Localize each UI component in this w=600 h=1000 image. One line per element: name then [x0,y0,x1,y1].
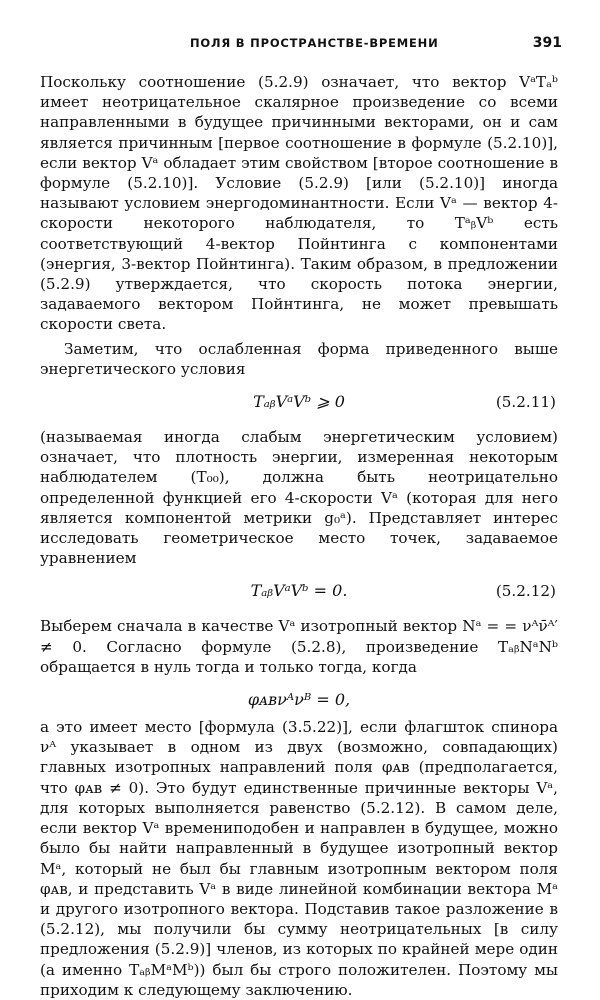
equation-5-2-11 [40,379,558,427]
running-title: ПОЛЯ В ПРОСТРАНСТВЕ-ВРЕМЕНИ [190,36,439,50]
page-body [40,72,558,1000]
equation-5-2-12 [40,568,558,616]
paragraph-2: Заметим, что ослабленная форма приведенного выше энергетического условия [40,339,558,378]
equation-spinor [40,677,558,717]
equation-formula: φᴀʙνᴬνᴮ = 0, [247,690,351,710]
page-number: 391 [532,35,562,51]
paragraph-5: а это имеет место [формула (3.5.22)], если флагшток спинора νᴬ указывает в одном из двух (возможно, совпадающих) главных изотропных направлений поля φᴀʙ (предполагается, что φᴀʙ ≠ 0). Это будут единственные причинные векторы Vᵃ, для которых выполняется равенство (5.2.12). В самом деле, если вектор Vᵃ времениподобен и направлен в будущее, можно было бы найти направленный в будущее изотропный вектор Mᵃ, который не был бы главным изотропным вектором поля φᴀʙ, и представить Vᵃ в виде линейной комбинации вектора Mᵃ и другого изотропного вектора. Подставив такое разложение в (5.2.12), мы получили бы сумму неотрицательных [в силу предложения (5.2.9)] членов, из которых по крайней мере один (а именно TₐᵦMᵃMᵇ)) был бы строго положителен. Поэтому мы приходим к следующему заключению. [40,718,558,999]
paragraph-1: Поскольку соотношение (5.2.9) означает, что вектор VᵃTₐᵇ имеет неотрицательное скалярное произведение со всеми направленными в будущее причинными векторами, он и сам является причинным [первое соотношение в формуле (5.2.10)], если вектор Vᵃ обладает этим свойством [второе соотношение в формуле (5.2.10)]. Условие (5.2.9) [или (5.2.10)] иногда называют условием энергодоминантности. Если Vᵃ — вектор 4-скорости некоторого наблюдателя, то TᵃᵦVᵇ есть соответствующий 4-вектор Пойнтинга с компонентами (энергия, 3-вектор Пойнтинга). Таким образом, в предложении (5.2.9) утверждается, что скорость потока энергии, задаваемого вектором Пойнтинга, не может превышать скорости света. [40,73,558,334]
paragraph-4: Выберем сначала в качестве Vᵃ изотропный вектор Nᵃ = = νᴬν̄ᴬ′ ≠ 0. Согласно формуле (5.2.8), произведение TₐᵦNᵃNᵇ обращается в нуль тогда и только тогда, когда [40,617,558,676]
equation-label: (5.2.12) [495,582,556,601]
paragraph-3: (называемая иногда слабым энергетическим условием) означает, что плотность энергии, измеренная некоторым наблюдателем (T₀₀), должна быть неотрицательно определенной функцией его 4-скорости Vᵃ (которая для него является компонентой метрики g₀ᵃ). Представляет интерес исследовать геометрическое место точек, задаваемое уравнением [40,428,558,568]
equation-label: (5.2.11) [495,393,556,412]
equation-formula: TₐᵦVᵃVᵇ = 0. [250,581,348,601]
running-header [40,36,570,58]
equation-formula: TₐᵦVᵃVᵇ ⩾ 0 [253,392,345,412]
